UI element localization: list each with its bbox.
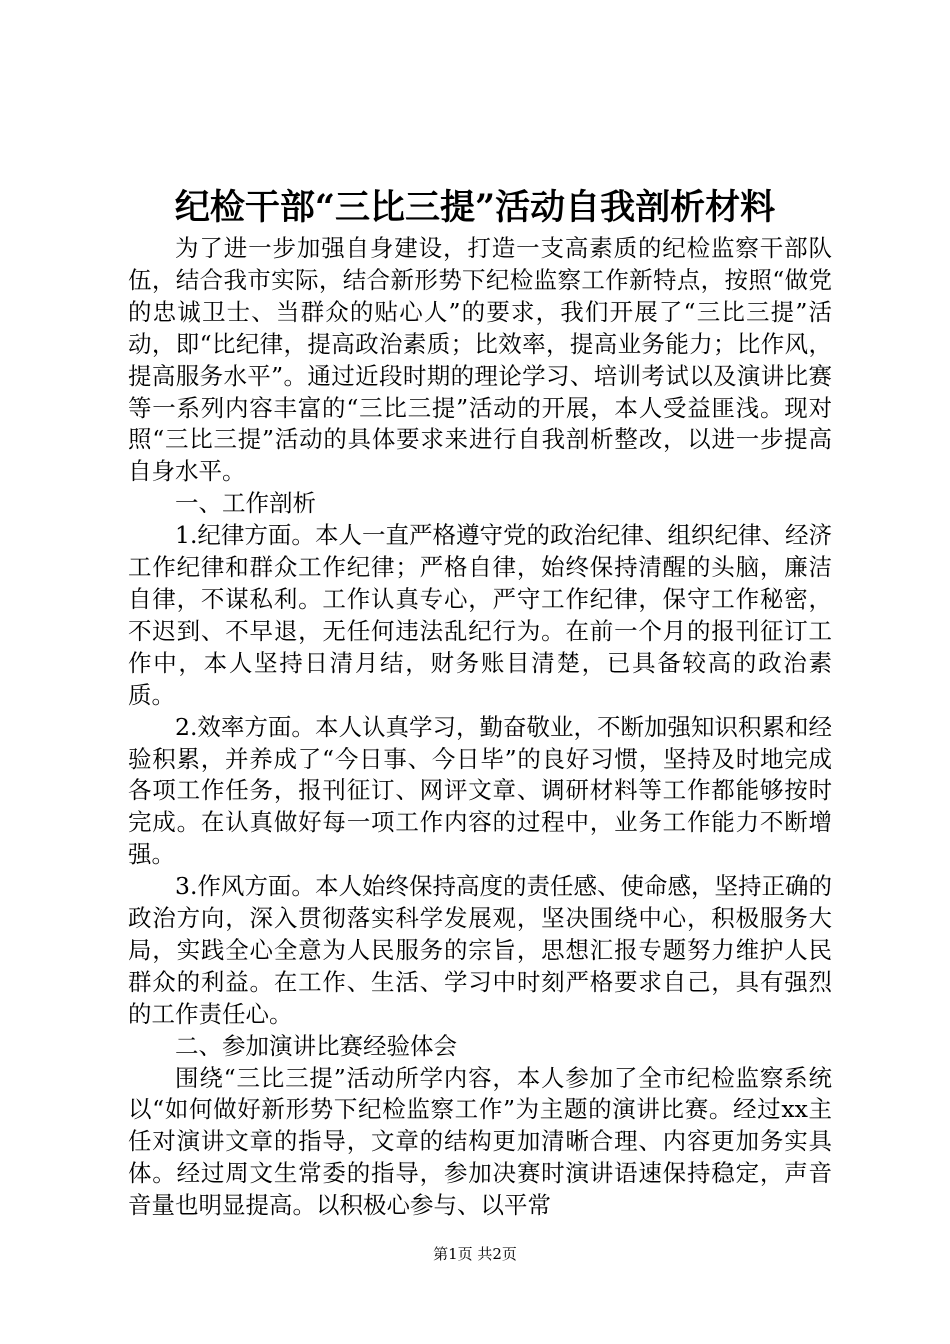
page-footer: 第1页 共2页 (433, 1245, 517, 1263)
paragraph-style: 3.作风方面。本人始终保持高度的责任感、使命感，坚持正确的政治方向，深入贯彻落实科学发展观，坚决围绕中心，积极服务大局，实践全心全意为人民服务的宗旨，思想汇报专题努力维护人民群众的利益。在工作、生活、学习中时刻严格要求自己，具有强烈的工作责任心。 (128, 872, 832, 1028)
heading-work-analysis: 一、工作剖析 (175, 489, 316, 518)
paragraph-efficiency: 2.效率方面。本人认真学习，勤奋敬业，不断加强知识积累和经验积累，并养成了“今日事、今日毕”的良好习惯，坚持及时地完成各项工作任务，报刊征订、网评文章、调研材料等工作都能够按时完成。在认真做好每一项工作内容的过程中，业务工作能力不断增强。 (128, 712, 832, 869)
document-title: 纪检干部“三比三提”活动自我剖析材料 (174, 187, 776, 228)
heading-speech-contest: 二、参加演讲比赛经验体会 (175, 1031, 457, 1060)
paragraph-discipline: 1.纪律方面。本人一直严格遵守党的政治纪律、组织纪律、经济工作纪律和群众工作纪律；严格自律，始终保持清醒的头脑，廉洁自律，不谋私利。工作认真专心，严守工作纪律，保守工作秘密，不迟到、不早退，无任何违法乱纪行为。在前一个月的报刊征订工作中，本人坚持日清月结，财务账目清楚，已具备较高的政治素质。 (128, 521, 832, 709)
document-body (128, 233, 832, 1222)
paragraph-speech-contest: 围绕“三比三提”活动所学内容，本人参加了全市纪检监察系统以“如何做好新形势下纪检监察工作”为主题的演讲比赛。经过xx主任对演讲文章的指导，文章的结构更加清晰合理、内容更加务实具体。经过周文生常委的指导，参加决赛时演讲语速保持稳定，声音音量也明显提高。以积极心参与、以平常 (128, 1063, 832, 1220)
paragraph-intro: 为了进一步加强自身建设，打造一支高素质的纪检监察干部队伍，结合我市实际，结合新形势下纪检监察工作新特点，按照“做党的忠诚卫士、当群众的贴心人”的要求，我们开展了“三比三提”活动，即“比纪律，提高政治素质；比效率，提高业务能力；比作风，提高服务水平”。通过近段时期的理论学习、培训考试以及演讲比赛等一系列内容丰富的“三比三提”活动的开展，本人受益匪浅。现对照“三比三提”活动的具体要求来进行自我剖析整改，以进一步提高自身水平。 (128, 234, 832, 486)
